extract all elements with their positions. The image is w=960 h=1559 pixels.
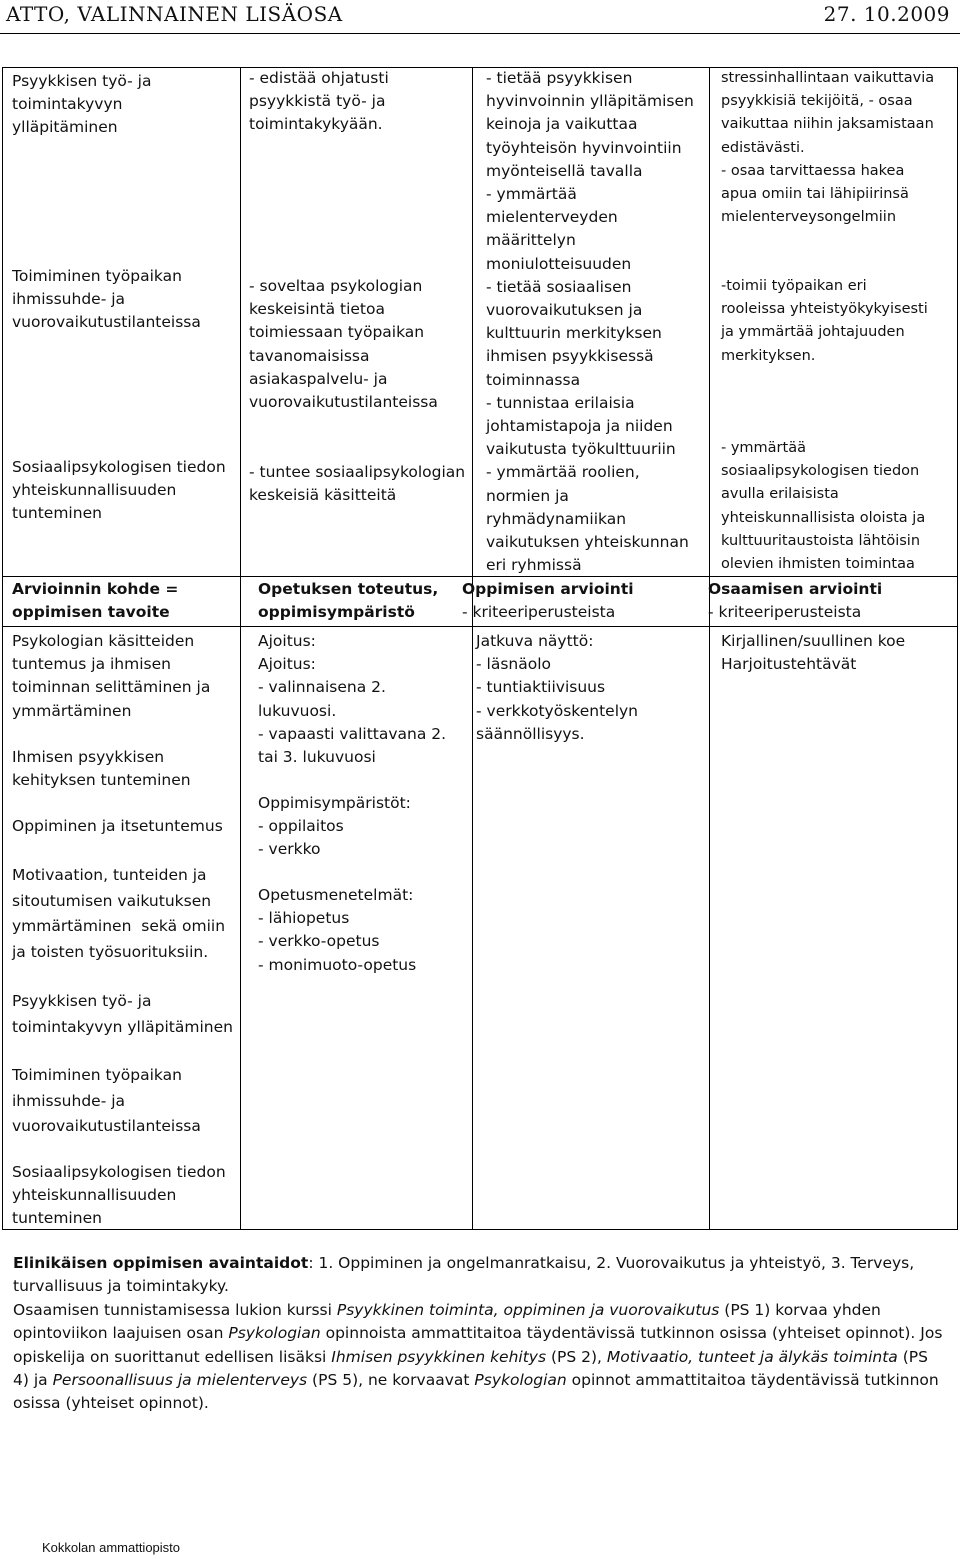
footer-recognition-part: Psykologian	[474, 1371, 567, 1390]
page-header	[0, 0, 960, 30]
footer-notes	[13, 1252, 948, 1416]
c2-bottom-2: Oppimisympäristöt: - oppilaitos - verkko	[258, 794, 411, 859]
footer-recognition-part: (PS 2),	[546, 1347, 607, 1366]
footer-recognition-part: Psykologian	[228, 1324, 321, 1343]
key-skills-label: Elinikäisen oppimisen avaintaidot	[13, 1254, 309, 1272]
c1-top-3: Sosiaalipsykologisen tiedon yhteiskunnallisuuden tunteminen	[12, 458, 226, 523]
c1-top-1: Psyykkisen työ- ja toimintakyvyn ylläpitäminen	[12, 72, 152, 137]
c1-bottom-6: Toimiminen työpaikan ihmissuhde- ja vuorovaikutustilanteissa	[12, 1066, 201, 1135]
c2-bottom-1: Ajoitus: Ajoitus: - valinnaisena 2. lukuvuosi. - vapaasti valittavana 2. tai 3. lukuvuosi	[258, 632, 447, 767]
c3-header-sub: - kriteeriperusteista	[462, 603, 616, 622]
c2-top-1: - edistää ohjatusti psyykkistä työ- ja toimintakykyään.	[249, 69, 389, 134]
footer-key-skills	[13, 1252, 948, 1299]
header-rule	[0, 33, 960, 34]
c1-top-2: Toimiminen työpaikan ihmissuhde- ja vuorovaikutustilanteissa	[12, 267, 201, 332]
c4-header-sub: - kriteeriperusteista	[708, 603, 862, 622]
footer-recognition-part: Psyykkinen toiminta, oppiminen ja vuorovaikutus	[336, 1300, 720, 1319]
c1-bottom-1: Psykologian käsitteiden tuntemus ja ihmisen toiminnan selittäminen ja ymmärtäminen	[12, 632, 211, 720]
c1-bottom-7: Sosiaalipsykologisen tiedon yhteiskunnallisuuden tunteminen	[12, 1163, 226, 1228]
footer-recognition-part: Osaamisen tunnistamisessa lukion kurssi	[13, 1300, 337, 1319]
header-date: 27. 10.2009	[823, 2, 950, 26]
header-title: ATTO, VALINNAINEN LISÄOSA	[6, 2, 343, 26]
school-name: Kokkolan ammattiopisto	[42, 1540, 181, 1555]
c2-top-3: - tuntee sosiaalipsykologian keskeisiä käsitteitä	[249, 463, 466, 505]
footer-recognition	[13, 1299, 948, 1416]
c1-bottom-5: Psyykkisen työ- ja toimintakyvyn ylläpitäminen	[12, 992, 233, 1036]
footer-recognition-part: Persoonallisuus ja mielenterveys	[52, 1371, 308, 1390]
c2-bottom-3: Opetusmenetelmät: - lähiopetus - verkko-opetus - monimuoto-opetus	[258, 886, 417, 974]
c3-top: - tietää psyykkisen hyvinvoinnin ylläpitämisen keinoja ja vaikuttaa työyhteisön hyvinvointiin myönteisellä tavalla - ymmärtää mielenterveyden määrittelyn moniulotteisuuden - tietää sosiaalisen vuorovaikutuksen ja kulttuurin merkityksen ihmisen psyykkisessä toiminnassa - tunnistaa erilaisia johtamistapoja ja niiden vaikutusta työkulttuuriin - ymmärtää roolien, normien ja ryhmädynamiikan vaikutuksen yhteiskunnan eri ryhmissä	[486, 69, 694, 575]
footer-recognition-part: Ihmisen psyykkinen kehitys	[331, 1347, 547, 1366]
c2-top-2: - soveltaa psykologian keskeisintä tietoa toimiessaan työpaikan tavanomaisissa asiakaspalvelu- ja vuorovaikutustilanteissa	[249, 277, 438, 412]
footer-recognition-part: (PS 4) ja	[13, 1347, 928, 1390]
footer-recognition-part: opinnoista ammattitaitoa täydentävissä tutkinnon osissa (yhteiset opinnot). Jos opiskelija on suorittanut edellisen lisäksi	[13, 1324, 943, 1366]
c4-top-2: -toimii työpaikan eri rooleissa yhteistyökykyisesti ja ymmärtää johtajuuden merkityksen.	[721, 278, 928, 364]
c1-bottom-2: Ihmisen psyykkisen kehityksen tunteminen	[12, 748, 191, 790]
footer-recognition-part: (PS 5), ne korvaavat	[307, 1371, 475, 1390]
footer-recognition-part: Motivaatio, tunteet ja älykäs toiminta	[606, 1347, 898, 1366]
key-skills-text: : 1. Oppiminen ja ongelmanratkaisu, 2. Vuorovaikutus ja yhteistyö, 3. Terveys, turvallisuus ja toimintakyky.	[13, 1254, 915, 1296]
c3-header	[462, 578, 634, 624]
c4-header	[708, 578, 882, 624]
c3-bottom: Jatkuva näyttö: - läsnäolo - tuntiaktiivisuus - verkkotyöskentelyn säännöllisyys.	[476, 632, 638, 743]
c1-bottom-4: Motivaation, tunteiden ja sitoutumisen vaikutuksen ymmärtäminen sekä omiin ja toisten työsuorituksiin.	[12, 866, 226, 961]
c1-bottom-3: Oppiminen ja itsetuntemus	[12, 817, 223, 835]
c4-top-1: stressinhallintaan vaikuttavia psyykkisiä tekijöitä, - osaa vaikuttaa niihin jaksamistaan edistävästi. - osaa tarvittaessa hakea apua omiin tai lähipiirinsä mielenterveysongelmiin	[721, 70, 935, 226]
footer-recognition-part: opinnot ammattitaitoa täydentävissä tutkinnon osissa (yhteiset opinnot).	[13, 1371, 939, 1413]
c2-header: Opetuksen toteutus, oppimisympäristö	[258, 580, 439, 622]
c4-header-title: Osaamisen arviointi	[708, 580, 883, 598]
c1-header: Arvioinnin kohde = oppimisen tavoite	[12, 580, 179, 622]
c4-bottom: Kirjallinen/suullinen koe Harjoitustehtävät	[721, 632, 906, 674]
c3-header-title: Oppimisen arviointi	[462, 580, 634, 598]
c4-top-3: - ymmärtää sosiaalipsykologisen tiedon avulla erilaisista yhteiskunnallisista oloista ja kulttuuritaustoista lähtöisin olevien ihmisten toimintaa	[721, 440, 926, 573]
footer-recognition-part: (PS 1) korvaa yhden opintoviikon laajuisen osan	[13, 1300, 881, 1343]
